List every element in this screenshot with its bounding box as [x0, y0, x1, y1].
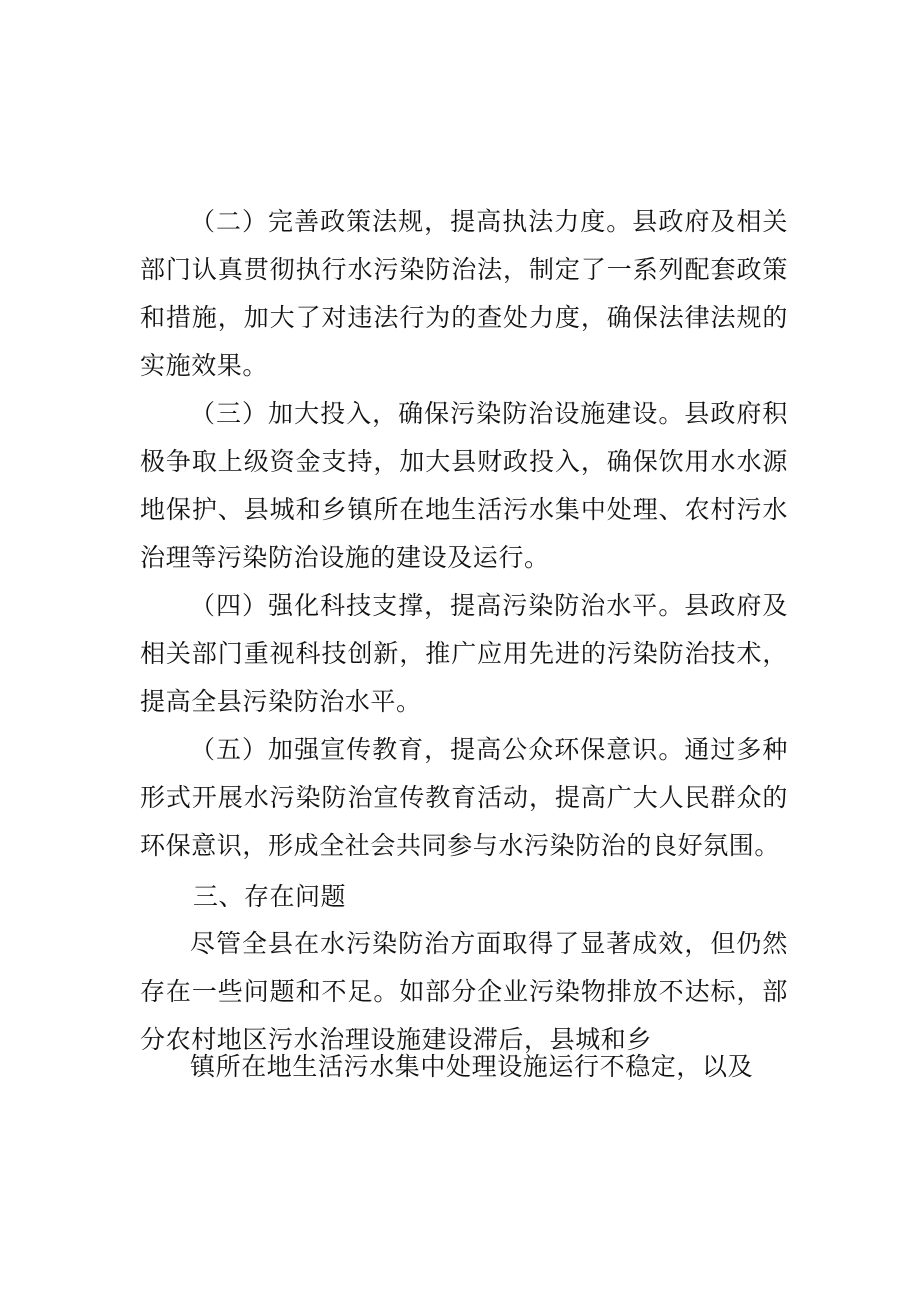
paragraph-publicity: （五）加强宣传教育，提高公众环保意识。通过多种形式开展水污染防治宣传教育活动，提高广大人民群众的环保意识，形成全社会共同参与水污染防治的良好氛围。 [140, 735, 788, 860]
paragraph-problems-intro: 尽管全县在水污染防治方面取得了显著成效，但仍然存在一些问题和不足。如部分企业污染物排放不达标，部分农村地区污水治理设施建设滞后，县城和乡 [140, 929, 788, 1054]
paragraph-technology: （四）强化科技支撑，提高污染防治水平。县政府及相关部门重视科技创新，推广应用先进的污染防治技术，提高全县污染防治水平。 [140, 591, 788, 716]
paragraph-policy-regulation: （二）完善政策法规，提高执法力度。县政府及相关部门认真贯彻执行水污染防治法，制定了一系列配套政策和措施，加大了对违法行为的查处力度，确保法律法规的实施效果。 [140, 207, 788, 380]
paragraph-investment: （三）加大投入，确保污染防治设施建设。县政府积极争取上级资金支持，加大县财政投入，确保饮用水水源地保护、县城和乡镇所在地生活污水集中处理、农村污水治理等污染防治设施的建设及运行。 [140, 399, 788, 572]
section-heading-problems: 三、存在问题 [193, 882, 347, 911]
paragraph-problems-continued: 镇所在地生活污水集中处理设施运行不稳定，以及 [190, 1052, 754, 1081]
